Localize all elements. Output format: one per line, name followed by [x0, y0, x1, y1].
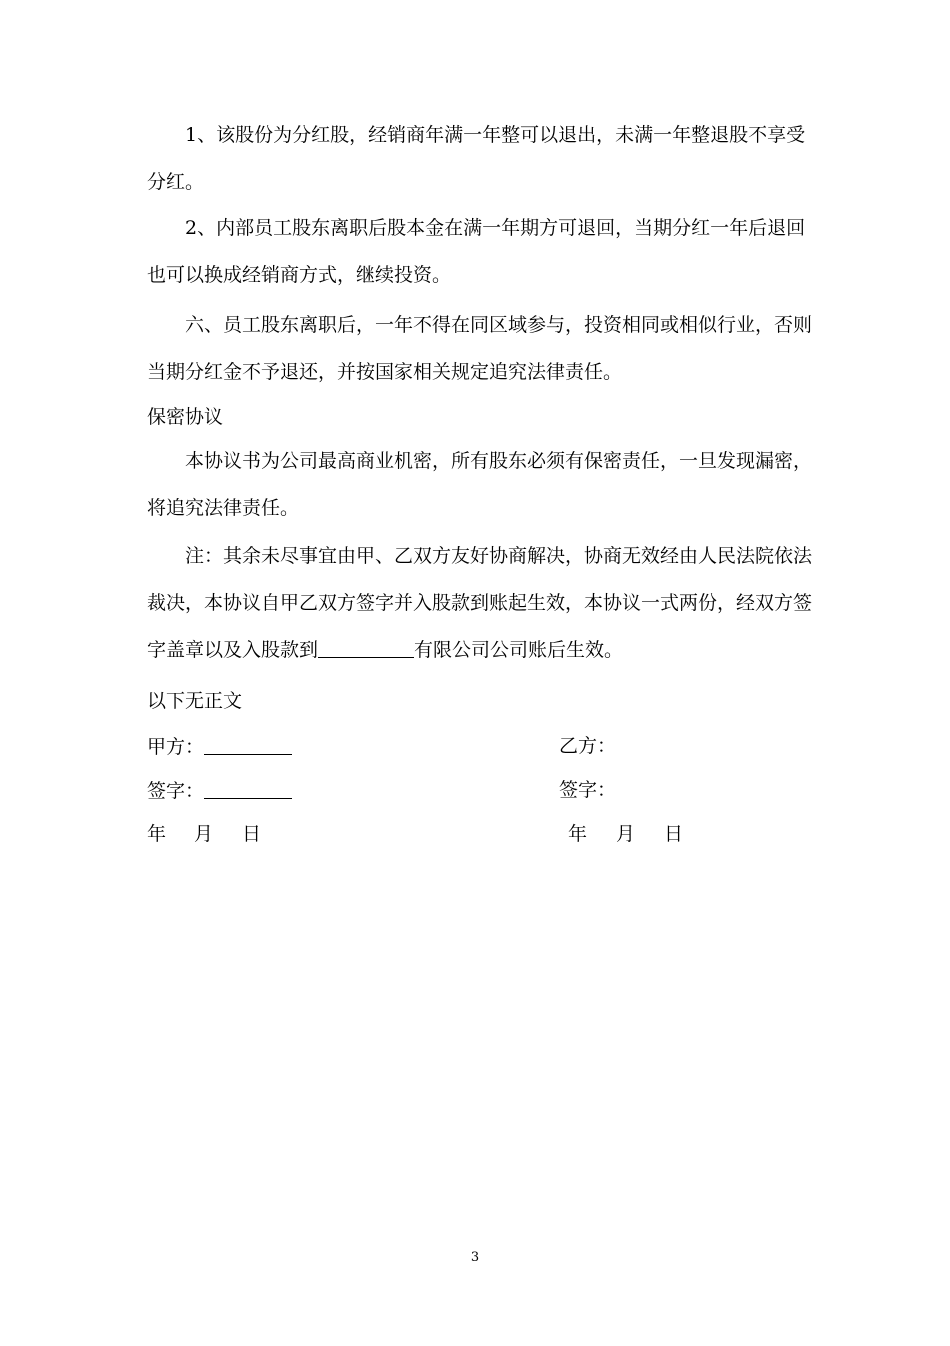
signature-a-label: 签字：: [147, 780, 205, 802]
confidentiality-heading: 保密协议: [147, 406, 224, 428]
party-a-label: 甲方：: [147, 736, 205, 758]
end-of-text-marker: 以下无正文: [147, 690, 243, 712]
paragraph-note: [147, 533, 813, 674]
paragraph-employee-resignation: [147, 205, 807, 299]
date-b-day: 日: [664, 823, 684, 845]
party-a-blank[interactable]: [204, 734, 292, 755]
date-a-day: 日: [242, 823, 262, 845]
party-b-label: 乙方：: [559, 735, 617, 757]
paragraph-confidentiality: [147, 438, 813, 532]
paragraph-line: 分红。: [147, 171, 205, 193]
signature-a-blank[interactable]: [204, 778, 292, 799]
party-b: [559, 734, 616, 758]
date-a: [147, 822, 261, 846]
paragraph-line: 当期分红金不予退还，并按国家相关规定追究法律责任。: [147, 361, 623, 383]
signature-b: [559, 778, 616, 802]
date-b-month: 月: [616, 823, 636, 845]
party-row: [147, 734, 807, 758]
paragraph-line: 本协议书为公司最高商业机密，所有股东必须有保密责任，一旦发现漏密，: [185, 450, 813, 472]
paragraph-line: 2、内部员工股东离职后股本金在满一年期方可退回，当期分红一年后退回: [185, 217, 806, 239]
date-a-month: 月: [194, 823, 214, 845]
date-b: [568, 822, 683, 846]
date-b-year: 年: [568, 823, 588, 845]
note-text-before-blank: 字盖章以及入股款到: [147, 639, 319, 661]
company-name-blank[interactable]: [318, 637, 414, 658]
paragraph-line: [147, 627, 807, 674]
paragraph-line: 注：其余未尽事宜由甲、乙双方友好协商解决，协商无效经由人民法院依法: [185, 545, 813, 567]
note-text-after-blank: 有限公司公司账后生效。: [414, 639, 624, 661]
paragraph-dividend-shares: [147, 112, 807, 206]
date-a-year: 年: [147, 823, 167, 845]
date-row: [147, 822, 807, 846]
paragraph-line: 也可以换成经销商方式，继续投资。: [147, 264, 452, 286]
signature-b-label: 签字：: [559, 779, 617, 801]
page-number: 3: [470, 1250, 480, 1265]
paragraph-noncompete: [147, 302, 813, 396]
paragraph-line: 将追究法律责任。: [147, 497, 300, 519]
paragraph-line: 1、该股份为分红股，经销商年满一年整可以退出，未满一年整退股不享受: [185, 124, 806, 146]
signature-row: [147, 778, 807, 802]
paragraph-line: 裁决，本协议自甲乙双方签字并入股款到账起生效，本协议一式两份，经双方签: [147, 592, 813, 614]
paragraph-line: 六、员工股东离职后，一年不得在同区域参与，投资相同或相似行业，否则: [185, 314, 813, 336]
signature-a: [147, 778, 292, 803]
party-a: [147, 734, 292, 759]
